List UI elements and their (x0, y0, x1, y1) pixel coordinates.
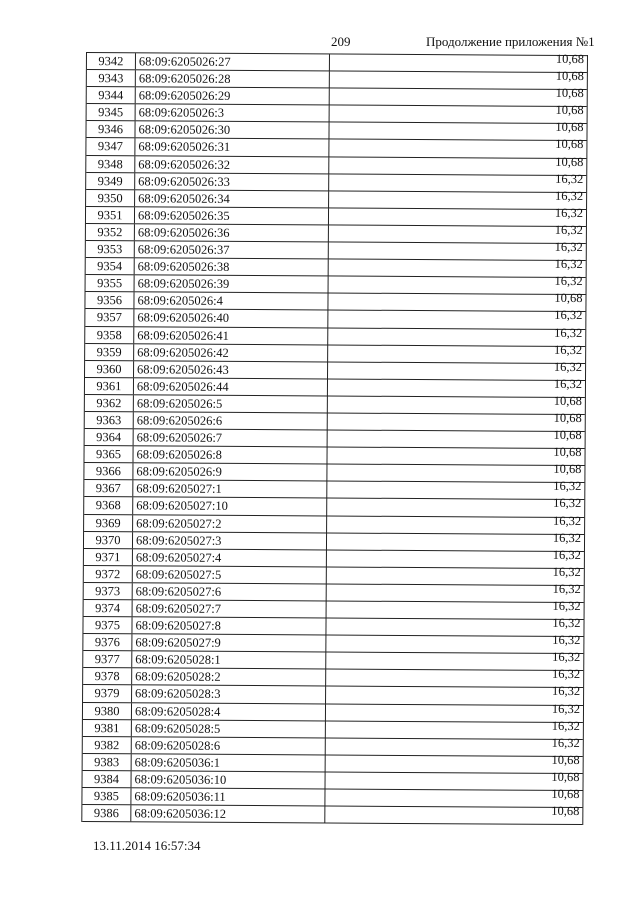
value-cell: 16,32 (552, 513, 582, 528)
value-cell: 10,68 (555, 68, 584, 84)
value-cell: 16,32 (554, 239, 583, 255)
row-number-cell: 9378 (83, 668, 132, 684)
row-number-cell: 9381 (83, 720, 132, 736)
cadastral-number-cell: 68:09:6205026:37 (135, 241, 329, 258)
row-number-cell: 9385 (82, 788, 131, 804)
cadastral-number-cell: 68:09:6205026:29 (136, 87, 330, 104)
cadastral-number-cell: 68:09:6205026:30 (135, 122, 329, 139)
cadastral-number-cell: 68:09:6205027:1 (133, 481, 327, 498)
cadastral-number-cell: 68:09:6205036:1 (132, 754, 326, 771)
row-number-cell: 9359 (85, 344, 134, 360)
cadastral-number-cell: 68:09:6205027:3 (133, 532, 327, 549)
value-cell: 16,32 (553, 376, 583, 391)
cadastral-number-cell: 68:09:6205028:2 (132, 669, 326, 686)
row-number-cell: 9353 (86, 241, 135, 257)
row-number-cell: 9369 (84, 515, 133, 531)
row-number-cell: 9349 (86, 173, 135, 189)
header-title: Продолжение приложения №1 (426, 34, 595, 49)
value-cell: 10,68 (551, 769, 580, 784)
row-number-cell: 9363 (85, 412, 134, 428)
value-cell: 16,32 (554, 274, 583, 289)
cadastral-number-cell: 68:09:6205027:4 (133, 549, 327, 566)
value-cell: 16,32 (552, 615, 581, 631)
table-row (82, 805, 582, 825)
row-number-cell: 9371 (84, 549, 133, 565)
cadastral-number-cell: 68:09:6205026:41 (134, 327, 328, 344)
row-number-cell: 9362 (85, 395, 134, 411)
cadastral-number-cell: 68:09:6205026:27 (136, 53, 330, 70)
value-cell: 10,68 (551, 786, 580, 802)
row-number-cell: 9354 (86, 258, 135, 274)
data-table (81, 52, 588, 825)
value-cell: 10,68 (555, 154, 584, 169)
cadastral-number-cell: 68:09:6205026:6 (134, 412, 328, 429)
row-number-cell: 9379 (83, 685, 132, 701)
row-number-cell: 9361 (85, 378, 134, 394)
value-cell: 16,32 (553, 496, 582, 511)
row-number-cell: 9376 (83, 634, 132, 650)
row-number-cell: 9382 (83, 737, 132, 753)
row-number-cell: 9351 (86, 207, 135, 223)
row-number-cell: 9352 (86, 224, 135, 240)
value-cell: 10,68 (553, 427, 582, 443)
cadastral-number-cell: 68:09:6205028:5 (132, 720, 326, 737)
cadastral-number-cell: 68:09:6205026:3 (136, 105, 330, 122)
value-cell: 16,32 (552, 650, 581, 665)
cadastral-number-cell: 68:09:6205036:12 (131, 805, 325, 822)
cadastral-number-cell: 68:09:6205028:1 (132, 652, 326, 669)
row-number-cell: 9343 (87, 70, 136, 86)
value-cell: 16,32 (554, 188, 584, 203)
cadastral-number-cell: 68:09:6205036:11 (131, 788, 325, 805)
row-number-cell: 9347 (86, 138, 135, 154)
cadastral-number-cell: 68:09:6205028:4 (132, 703, 326, 720)
value-cell: 16,32 (552, 530, 582, 545)
cadastral-number-cell: 68:09:6205027:10 (133, 498, 327, 515)
row-number-cell: 9345 (87, 104, 136, 120)
row-number-cell: 9357 (85, 309, 134, 325)
row-number-cell: 9356 (85, 292, 134, 308)
row-number-cell: 9344 (87, 87, 136, 103)
row-number-cell: 9366 (84, 463, 133, 479)
value-cell: 16,32 (552, 598, 581, 614)
cadastral-number-cell: 68:09:6205027:8 (132, 617, 326, 634)
row-number-cell: 9342 (87, 53, 136, 69)
cadastral-number-cell: 68:09:6205026:39 (135, 276, 329, 293)
value-cell: 16,32 (553, 479, 582, 494)
value-cell: 16,32 (554, 342, 583, 357)
cadastral-number-cell: 68:09:6205027:6 (133, 583, 327, 600)
value-cell: 10,68 (551, 752, 580, 767)
row-number-cell: 9372 (84, 566, 133, 582)
cadastral-number-cell: 68:09:6205026:43 (134, 361, 328, 378)
value-cell: 16,32 (554, 222, 583, 237)
row-number-cell: 9358 (85, 327, 134, 343)
cadastral-number-cell: 68:09:6205027:5 (133, 566, 327, 583)
row-number-cell: 9386 (82, 805, 131, 821)
footer-timestamp: 13.11.2014 16:57:34 (93, 838, 201, 853)
value-cell: 16,32 (551, 718, 580, 733)
value-cell: 10,68 (555, 103, 584, 118)
row-number-cell: 9368 (84, 497, 133, 513)
value-cell: 10,68 (555, 137, 584, 152)
cadastral-number-cell: 68:09:6205026:38 (135, 258, 329, 275)
value-cell: 16,32 (555, 171, 584, 186)
value-cell: 10,68 (553, 393, 582, 408)
row-number-cell: 9367 (84, 480, 133, 496)
value-cell: 16,32 (553, 359, 583, 374)
row-number-cell: 9346 (86, 121, 135, 137)
cadastral-number-cell: 68:09:6205036:10 (132, 771, 326, 788)
value-cell: 10,68 (553, 410, 582, 426)
row-number-cell: 9377 (83, 651, 132, 667)
cadastral-number-cell: 68:09:6205026:4 (134, 293, 328, 310)
cadastral-number-cell: 68:09:6205026:32 (135, 156, 329, 173)
row-number-cell: 9374 (84, 600, 133, 616)
cadastral-number-cell: 68:09:6205027:9 (132, 634, 326, 651)
cadastral-number-cell: 68:09:6205026:31 (135, 139, 329, 156)
cadastral-number-cell: 68:09:6205026:34 (135, 190, 329, 207)
row-number-cell: 9384 (83, 771, 132, 787)
cadastral-number-cell: 68:09:6205026:42 (134, 344, 328, 361)
row-number-cell: 9365 (84, 446, 133, 462)
row-number-cell: 9350 (86, 190, 135, 206)
value-cell: 10,68 (554, 291, 583, 306)
cadastral-number-cell: 68:09:6205027:7 (133, 600, 327, 617)
row-number-cell: 9348 (86, 156, 135, 172)
row-number-cell: 9370 (84, 532, 133, 548)
value-cell: 16,32 (554, 325, 583, 340)
cadastral-number-cell: 68:09:6205028:3 (132, 686, 326, 703)
value-cell: 16,32 (552, 633, 581, 648)
cadastral-number-cell: 68:09:6205026:33 (135, 173, 329, 190)
value-cell: 16,32 (552, 564, 581, 579)
row-number-cell: 9355 (86, 275, 135, 291)
value-cell: 16,32 (552, 581, 581, 596)
value-cell: 10,68 (555, 86, 584, 101)
cadastral-number-cell: 68:09:6205026:28 (136, 70, 330, 87)
cadastral-number-cell: 68:09:6205026:9 (133, 464, 327, 481)
cadastral-number-cell: 68:09:6205026:7 (134, 429, 328, 446)
value-cell: 16,32 (554, 256, 583, 272)
value-cell: 10,68 (555, 51, 585, 67)
value-cell: 16,32 (551, 684, 581, 699)
row-number-cell: 9373 (84, 583, 133, 599)
value-cell: 10,68 (553, 462, 582, 477)
row-number-cell: 9383 (83, 754, 132, 770)
row-number-cell: 9375 (83, 617, 132, 633)
cadastral-number-cell: 68:09:6205026:44 (134, 378, 328, 395)
row-number-cell: 9360 (85, 361, 134, 377)
value-cell: 16,32 (554, 308, 583, 323)
row-number-cell: 9364 (85, 429, 134, 445)
cadastral-number-cell: 68:09:6205026:36 (135, 224, 329, 241)
page-number: 209 (331, 34, 351, 49)
cadastral-number-cell: 68:09:6205026:8 (133, 446, 327, 463)
cadastral-number-cell: 68:09:6205028:6 (132, 737, 326, 754)
cadastral-number-cell: 68:09:6205027:2 (133, 515, 327, 532)
row-number-cell: 9380 (83, 703, 132, 719)
value-cell: 16,32 (552, 667, 581, 682)
value-cell: 10,68 (555, 120, 584, 135)
value-cell: 16,32 (551, 701, 581, 716)
value-cell: 16,32 (551, 735, 580, 750)
cadastral-number-cell: 68:09:6205026:40 (134, 310, 328, 327)
value-cell: 16,32 (552, 547, 581, 562)
value-cell: 10,68 (551, 803, 580, 819)
value-cell: 16,32 (554, 205, 584, 220)
cadastral-number-cell: 68:09:6205026:35 (135, 207, 329, 224)
value-cell: 10,68 (553, 445, 582, 460)
cadastral-number-cell: 68:09:6205026:5 (134, 395, 328, 412)
